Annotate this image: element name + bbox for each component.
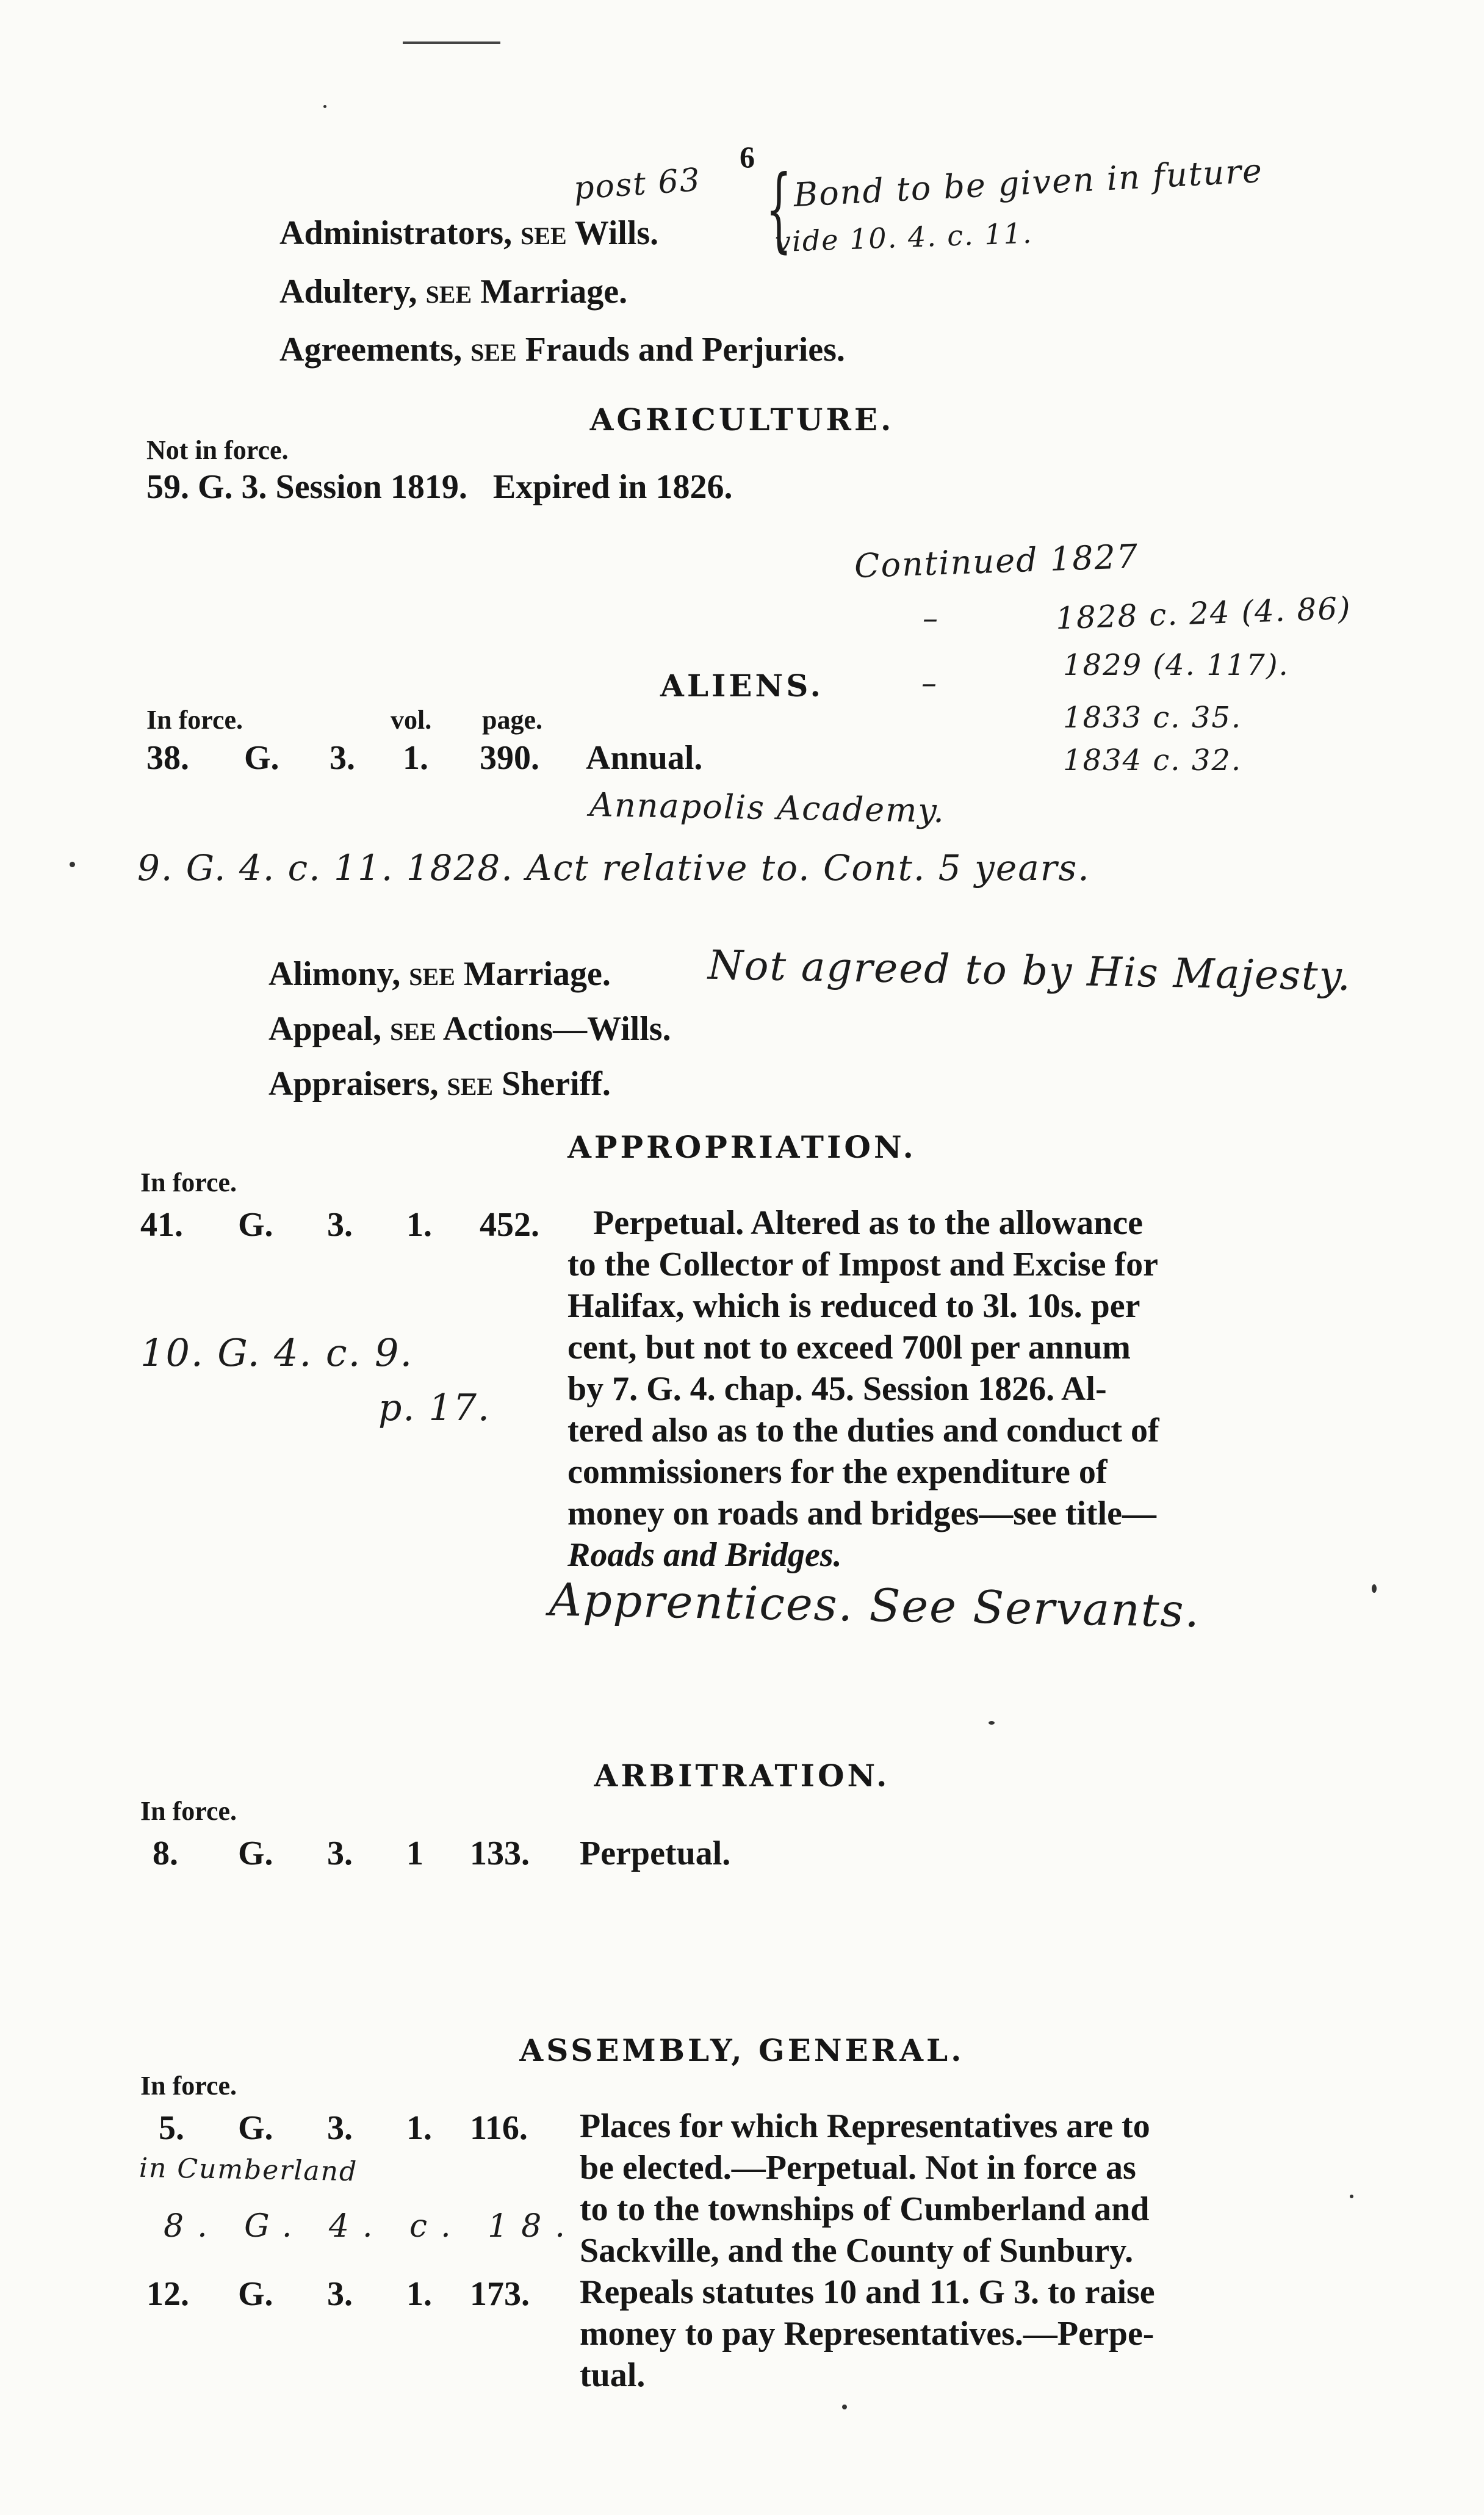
handwritten-note: 8. G. 4. c. 18. (164, 2208, 578, 2245)
xref-see: SEE (390, 1018, 436, 1045)
status-assembly: In force. (140, 2071, 237, 2101)
entry-agriculture: 59. G. 3. Session 1819. Expired in 1826. (146, 468, 733, 506)
xref-term: Alimony, (268, 955, 401, 993)
xref-appraisers (268, 1067, 611, 1101)
page-ref: 116. (470, 2109, 528, 2147)
top-rule (403, 41, 500, 44)
xref-target: Actions—Wills. (442, 1010, 671, 1048)
text-line: Sackville, and the County of Sunbury. (580, 2232, 1134, 2270)
entry-text: Annual. (586, 739, 703, 777)
text-line: Repeals statutes 10 and 11. G 3. to raise (580, 2273, 1155, 2311)
volume: 1. (406, 2109, 432, 2147)
text-line: to to the townships of Cumberland and (580, 2190, 1150, 2228)
text-line: by 7. G. 4. chap. 45. Session 1826. Al- (567, 1370, 1107, 1408)
volume: 1. (403, 739, 428, 777)
handwritten-note: 9. G. 4. c. 11. 1828. Act relative to. Cont. 5 years. (137, 847, 1090, 889)
page-number: 6 (740, 140, 755, 174)
xref-target: Marriage. (463, 955, 611, 993)
status-agriculture: Not in force. (146, 435, 289, 465)
xref-target: Frauds and Perjuries. (525, 331, 845, 369)
section-heading-aliens: ALIENS. (660, 668, 824, 704)
handwritten-note: Annapolis Academy. (589, 785, 946, 831)
xref-adultery (279, 275, 627, 309)
text-line: money to pay Representatives.—Perpe- (580, 2315, 1154, 2353)
xref-target: Wills. (574, 214, 659, 252)
chapter-number: 8. (153, 1835, 178, 1872)
appropriation-text (567, 1202, 1342, 1576)
handwritten-note: 1833 c. 35. (1063, 701, 1242, 735)
regnal-year: 3. (327, 1206, 353, 1244)
regnal-year: 3. (327, 2109, 353, 2147)
scan-speck (70, 862, 75, 867)
handwritten-note: vide 10. 4. c. 11. (774, 216, 1034, 259)
handwritten-note: 1828 c. 24 (4. 86) (1055, 590, 1352, 637)
regnal-year: 3. (330, 739, 355, 777)
text-line: cent, but not to exceed 700l per annum (567, 1329, 1131, 1366)
xref-see: SEE (447, 1073, 494, 1100)
volume: 1 (406, 1835, 423, 1872)
xref-alimony (268, 957, 611, 991)
handwritten-note: – (921, 665, 938, 701)
regnal-year: 3. (327, 1835, 353, 1872)
text-line: commissioners for the expenditure of (567, 1453, 1108, 1491)
section-heading-arbitration: ARBITRATION. (594, 1758, 890, 1794)
xref-term: Agreements, (279, 331, 463, 369)
volume: 1. (406, 1206, 432, 1244)
page-ref: 173. (470, 2275, 530, 2313)
xref-see: SEE (425, 281, 472, 308)
handwritten-note: Bond to be given in future (792, 151, 1264, 215)
reign: G. (244, 739, 279, 777)
scan-speck (842, 2405, 847, 2409)
xref-see: SEE (520, 222, 567, 250)
text-line: tual. (580, 2356, 646, 2394)
text-line: Halifax, which is reduced to 3l. 10s. per (567, 1287, 1140, 1325)
handwritten-note: 1829 (4. 117). (1063, 648, 1289, 682)
text-line: Roads and Bridges. (567, 1536, 842, 1574)
handwritten-note: Apprentices. See Servants. (549, 1573, 1201, 1638)
scan-speck (323, 105, 326, 108)
xref-administrators (279, 216, 658, 250)
col-vol-label: vol. (391, 705, 432, 735)
chapter-number: 41. (140, 1206, 183, 1244)
section-heading-assembly: ASSEMBLY, GENERAL. (519, 2032, 965, 2068)
reign: G. (238, 1206, 273, 1244)
xref-term: Appraisers, (268, 1065, 439, 1103)
assembly-text-1 (580, 2105, 1336, 2271)
reign: G. (238, 2109, 273, 2147)
xref-see: SEE (409, 963, 455, 990)
assembly-text-2 (580, 2271, 1336, 2396)
page-ref: 390. (480, 739, 539, 777)
scan-speck (1372, 1584, 1377, 1593)
page-ref: 133. (470, 1835, 530, 1872)
chapter-number: 38. (146, 739, 189, 777)
chapter-number: 5. (159, 2109, 184, 2147)
xref-target: Sheriff. (502, 1065, 611, 1103)
text-line: Perpetual. Altered as to the allowance (593, 1204, 1144, 1242)
handwritten-note: post 63 (572, 161, 702, 207)
text-line: to the Collector of Impost and Excise for (567, 1246, 1158, 1283)
col-page-label: page. (482, 705, 542, 735)
xref-appeal (268, 1012, 671, 1046)
section-heading-agriculture: AGRICULTURE. (589, 402, 895, 438)
xref-term: Administrators, (279, 214, 513, 252)
handwritten-note: Not agreed to by His Majesty. (707, 941, 1352, 1000)
chapter-number: 12. (146, 2275, 189, 2313)
regnal-year: 3. (327, 2275, 353, 2313)
handwritten-note: – (923, 601, 939, 636)
text-line: tered also as to the duties and conduct of (567, 1412, 1159, 1449)
text-line: money on roads and bridges—see title— (567, 1495, 1156, 1532)
brace-icon: { (765, 156, 793, 262)
page-ref: 452. (480, 1206, 539, 1244)
handwritten-note: Continued 1827 (854, 536, 1140, 586)
xref-target: Marriage. (480, 273, 628, 311)
text-line: be elected.—Perpetual. Not in force as (580, 2149, 1136, 2187)
handwritten-note: 1834 c. 32. (1063, 743, 1242, 778)
scan-speck (989, 1721, 995, 1725)
text-line: Places for which Representatives are to (580, 2107, 1150, 2145)
status-aliens: In force. (146, 705, 243, 735)
section-heading-appropriation: APPROPRIATION. (567, 1129, 917, 1165)
handwritten-note: 10. G. 4. c. 9. (140, 1330, 414, 1375)
status-arbitration: In force. (140, 1796, 237, 1826)
xref-term: Adultery, (279, 273, 417, 311)
handwritten-note: in Cumberland (139, 2152, 358, 2188)
scan-speck (1350, 2195, 1353, 2198)
status-appropriation: In force. (140, 1167, 237, 1197)
reign: G. (238, 1835, 273, 1872)
xref-term: Appeal, (268, 1010, 382, 1048)
reign: G. (238, 2275, 273, 2313)
xref-see: SEE (470, 339, 517, 366)
handwritten-note: p. 17. (378, 1387, 491, 1429)
entry-text: Perpetual. (580, 1835, 731, 1872)
xref-agreements (279, 333, 845, 367)
volume: 1. (406, 2275, 432, 2313)
